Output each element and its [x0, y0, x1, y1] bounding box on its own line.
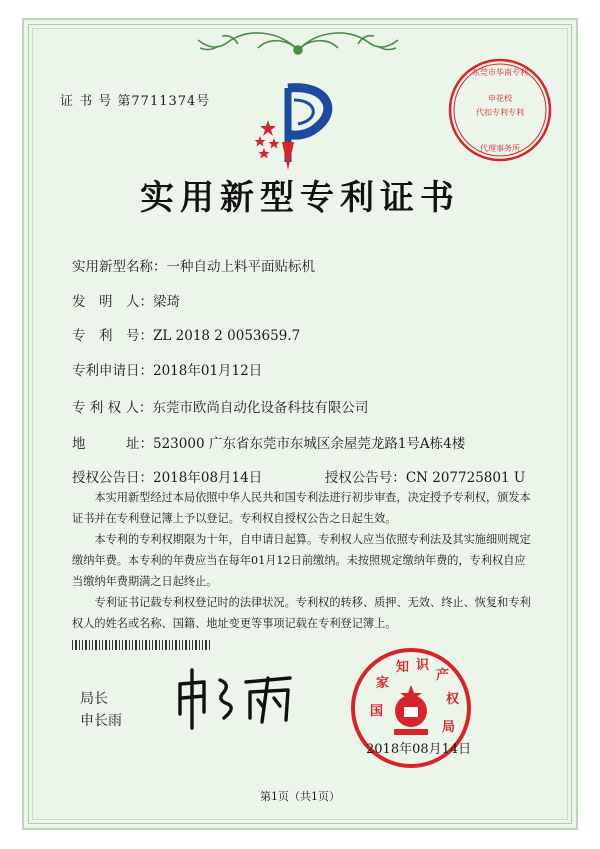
certificate-title: 实用新型专利证书 [140, 178, 460, 218]
svg-text:局: 局 [442, 720, 456, 735]
field-label: 实用新型名称： [72, 259, 167, 275]
director-signature [170, 662, 310, 732]
field-label: 授权公告日： [72, 470, 153, 486]
svg-text:申花校: 申花校 [488, 94, 512, 103]
svg-text:权: 权 [446, 692, 460, 707]
field-value: 梁琦 [153, 294, 180, 310]
director-label: 局长 [80, 690, 108, 706]
svg-text:识: 识 [416, 658, 430, 673]
svg-text:家: 家 [376, 676, 390, 691]
field-label: 发 明 人： [72, 294, 153, 310]
patent-office-logo-icon [248, 80, 348, 170]
patentee-row [72, 396, 368, 416]
agency-stamp [445, 55, 555, 165]
svg-text:国: 国 [370, 704, 384, 719]
field-value: CN 207725801 U [405, 470, 526, 486]
address-row [72, 432, 465, 452]
svg-text:东莞市华南专利: 东莞市华南专利 [472, 68, 528, 77]
field-label: 地 址： [72, 436, 153, 452]
body-paragraph: 本专利的专利权期限为十年，自申请日起算。专利权人应当依照专利法及其实施细则规定缴纳年费。本专利的年费应当在每年01月12日前缴纳。未按照规定缴纳年费的，专利权自应当缴纳年费期满之日起终止。 [72, 533, 531, 588]
utility-model-name-row [72, 255, 315, 275]
grant-row [72, 466, 525, 486]
barcode-icon [72, 640, 212, 650]
svg-text:代扣专利专利: 代扣专利专利 [476, 108, 524, 117]
patent-number-row [72, 324, 300, 344]
body-paragraph: 本实用新型经过本局依照中华人民共和国专利法进行初步审查，决定授予专利权，颁发本证书并在专利登记簿上予以登记。专利权自授权公告之日起生效。 [72, 491, 531, 525]
field-value: 东莞市欧尚自动化设备科技有限公司 [152, 400, 369, 416]
field-value: ZL 2018 2 0053659.7 [153, 328, 301, 344]
field-value: 一种自动上料平面贴标机 [166, 259, 315, 275]
sign-date: 2018年08月14日 [366, 742, 472, 757]
field-label: 专 利 号： [72, 328, 153, 344]
field-label: 专利申请日： [72, 363, 153, 379]
svg-text:代理事务所: 代理事务所 [480, 144, 520, 153]
filing-date-row [72, 359, 262, 379]
director-name: 申长雨 [80, 712, 122, 728]
certificate-number: 证 书 号 第7711374号 [60, 94, 211, 109]
field-value: 523000 广东省东莞市东城区余屋莞龙路1号A栋4楼 [153, 436, 466, 452]
svg-text:知: 知 [396, 660, 410, 675]
field-value: 2018年01月12日 [153, 363, 263, 379]
body-paragraph: 专利证书记载专利权登记时的法律状况。专利权的转移、质押、无效、终止、恢复和专利权人的姓名或名称、国籍、地址变更等事项记载在专利登记簿上。 [72, 596, 531, 630]
inventor-row [72, 290, 180, 310]
field-label: 专 利 权 人： [72, 400, 153, 416]
page-number: 第1页（共1页） [260, 790, 340, 803]
certificate-body [72, 487, 534, 634]
svg-text:产: 产 [436, 668, 450, 683]
field-label: 授权公告号： [324, 470, 406, 486]
field-value: 2018年08月14日 [153, 470, 263, 486]
ornament-icon [178, 20, 418, 70]
